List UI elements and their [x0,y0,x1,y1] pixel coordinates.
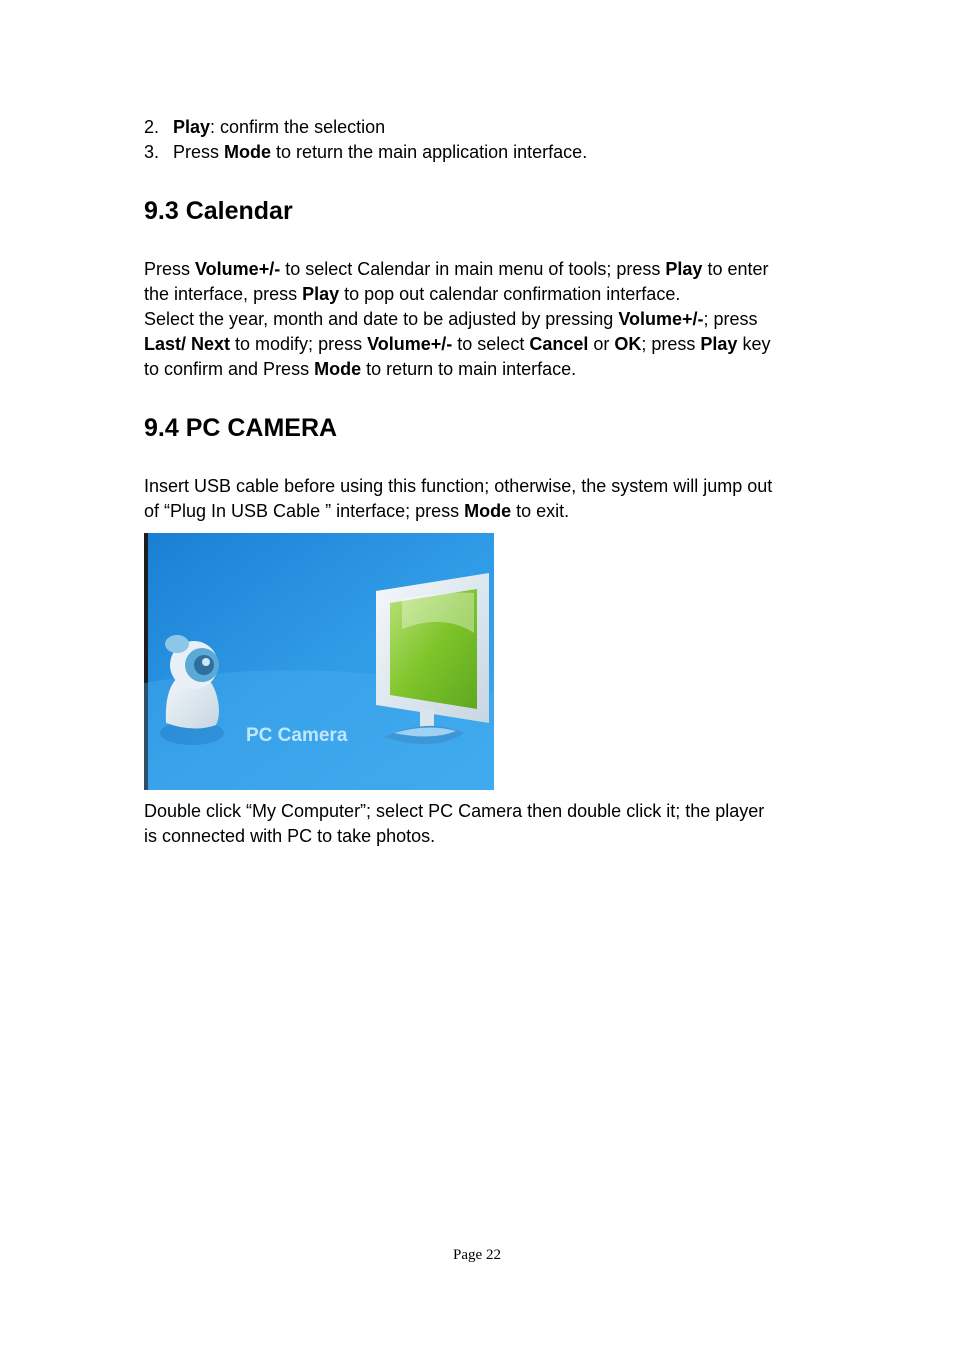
text-line: Last/ Next to modify; press Volume+/- to select Cancel or OK; press Play key [144,334,771,354]
list-item: 2. Play: confirm the selection [144,117,386,137]
list-item: 3. Press Mode to return the main application interface. [144,142,588,162]
screen-label: PC Camera [246,725,348,746]
section-heading-calendar: 9.3 Calendar [144,197,293,225]
section-heading-pc-camera: 9.4 PC CAMERA [144,414,338,442]
key-play: Play [173,117,211,137]
text-line: is connected with PC to take photos. [144,826,436,846]
page-number: Page 22 [453,1247,501,1263]
text-line: Select the year, month and date to be adjusted by pressing Volume+/-; press [144,309,758,329]
text-line: the interface, press Play to pop out calendar confirmation interface. [144,284,681,304]
text-line: Press Volume+/- to select Calendar in main menu of tools; press Play to enter [144,259,769,279]
text-line: to confirm and Press Mode to return to main interface. [144,359,577,379]
text-line: of “Plug In USB Cable ” interface; press Mode to exit. [144,501,570,521]
pc-camera-screenshot [144,533,494,790]
pc-camera-instructions [144,799,824,849]
text-line: Insert USB cable before using this function; otherwise, the system will jump out [144,476,773,496]
text-line: Double click “My Computer”; select PC Camera then double click it; the player [144,801,765,821]
pc-camera-intro [144,474,824,524]
step-list [144,115,587,165]
calendar-paragraph [144,257,824,382]
key-mode: Mode [224,142,272,162]
